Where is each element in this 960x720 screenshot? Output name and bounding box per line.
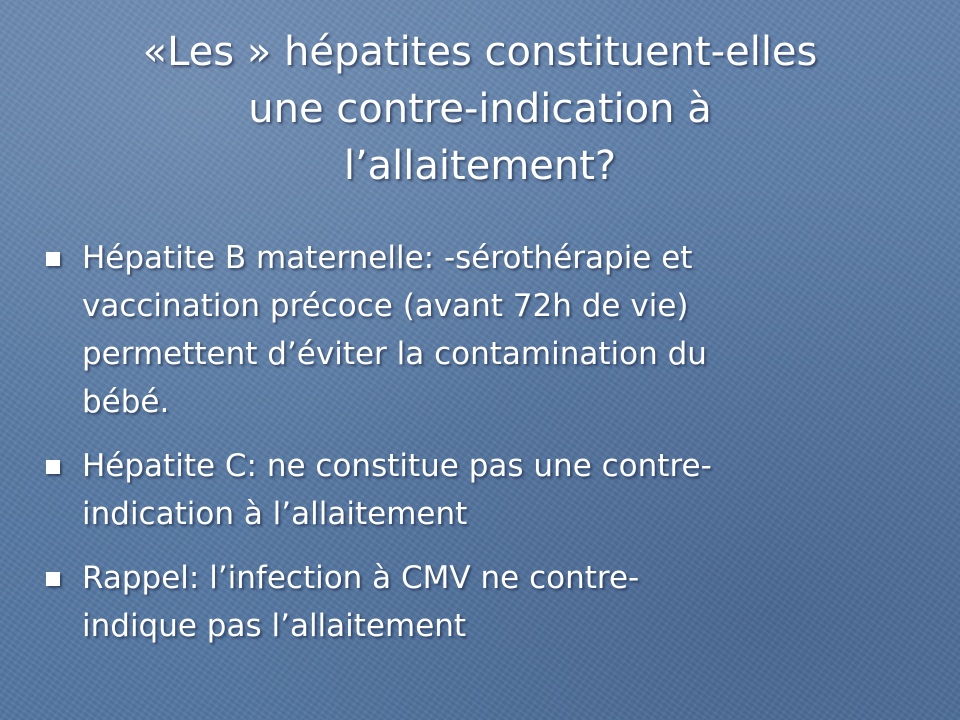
slide-title [60, 24, 900, 195]
bullet-line: Hépatite C: ne constitue pas une contre- [82, 448, 712, 484]
bullet-list [42, 234, 922, 666]
title-line: une contre-indication à [248, 86, 712, 132]
bullet-line: permettent d’éviter la contamination du [82, 336, 707, 372]
square-bullet-icon [46, 572, 60, 586]
bullet-item-hepatitis-b [42, 234, 922, 426]
bullet-line: vaccination précoce (avant 72h de vie) [82, 288, 689, 324]
bullet-line: Hépatite B maternelle: -sérothérapie et [82, 240, 693, 276]
bullet-line: indique pas l’allaitement [82, 608, 467, 644]
bullet-item-hepatitis-c [42, 442, 922, 538]
square-bullet-icon [46, 460, 60, 474]
square-bullet-icon [46, 252, 60, 266]
bullet-item-cmv-reminder [42, 554, 922, 650]
title-line: l’allaitement? [343, 143, 617, 189]
title-line: «Les » hépatites constituent-elles [142, 29, 818, 75]
bullet-line: indication à l’allaitement [82, 496, 468, 532]
bullet-line: Rappel: l’infection à CMV ne contre- [82, 560, 640, 596]
bullet-line: bébé. [82, 384, 170, 420]
